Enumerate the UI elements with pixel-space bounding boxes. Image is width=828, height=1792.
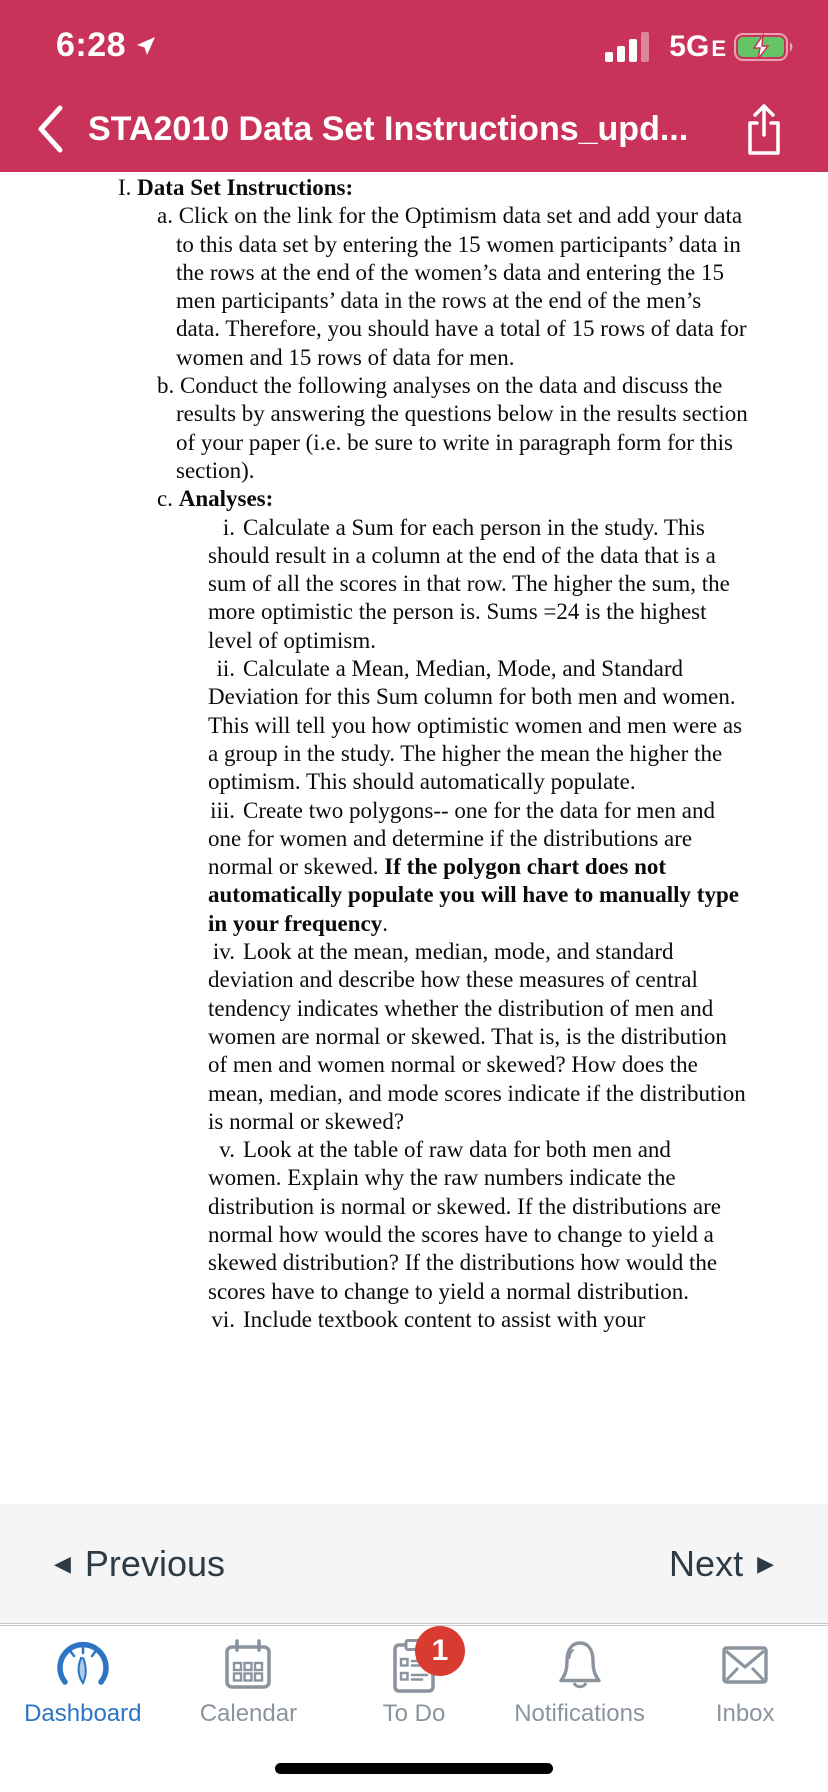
tab-calendar[interactable]: [166, 1636, 332, 1728]
doc-item-b: b. Conduct the following analyses on the data and discuss the results by answering the questions below in the results section of your paper (i.e. be sure to write in paragraph form for this section).: [157, 373, 748, 483]
tab-row: [0, 1626, 828, 1728]
tab-label-todo: To Do: [382, 1700, 446, 1727]
time-text: 6:28: [56, 26, 127, 64]
doc-heading: I. Data Set Instructions:: [118, 175, 354, 200]
tab-label-inbox: Inbox: [715, 1700, 775, 1727]
doc-item-v: v. Look at the table of raw data for both men and women. Explain why the raw numbers indicate the distribution is normal or skewed. If the distributions are normal how would the scores have to change to yield a skewed distribution? If the distributions how would the scores have to change to yield a normal distribution.: [208, 1137, 721, 1304]
chevron-left-icon: [35, 104, 65, 154]
tab-label-dashboard: Dashboard: [24, 1700, 142, 1727]
share-button[interactable]: [734, 96, 794, 162]
previous-label: Previous: [84, 1542, 225, 1584]
doc-item-c: c. Analyses:: [157, 486, 274, 512]
pager-bar: [0, 1504, 828, 1624]
previous-button[interactable]: [54, 1543, 225, 1585]
next-button[interactable]: [669, 1543, 774, 1585]
document-body: [0, 172, 828, 1334]
doc-item-ii: ii. Calculate a Mean, Median, Mode, and Standard Deviation for this Sum column for both men and women. This will tell you how optimistic women and men were as a group in the study. The higher the mean the higher the optimism. This should automatically populate.: [208, 656, 743, 795]
page-title: STA2010 Data Set Instructions_upd...: [88, 110, 689, 148]
location-arrow-icon: [134, 34, 158, 58]
share-icon: [742, 101, 786, 157]
status-right-cluster: [603, 30, 796, 64]
status-time: [56, 26, 158, 65]
signal-bars-icon: [603, 30, 661, 64]
doc-item-vi: vi. Include textbook content to assist with your: [211, 1306, 646, 1332]
previous-triangle-icon: ◀: [54, 1550, 71, 1576]
envelope-icon: [717, 1637, 773, 1693]
tab-inbox[interactable]: [662, 1636, 828, 1728]
doc-item-iii: iii. Create two polygons-- one for the data for men and one for women and determine if the distributions are normal or skewed. If the polygon chart does not automatically populate you will have to manually type in your frequency.: [208, 797, 739, 936]
next-triangle-icon: ▶: [757, 1550, 774, 1576]
bell-icon: [552, 1637, 608, 1693]
tab-todo[interactable]: [331, 1636, 497, 1728]
next-label: Next: [669, 1542, 744, 1584]
back-button[interactable]: [20, 96, 80, 162]
doc-item-iv: iv. Look at the mean, median, mode, and standard deviation and describe how these measures of central tendency indicates whether the distribution of men and women are normal or skewed. That is, is the distribution of men and women normal or skewed? How does the mean, median, and mode scores indicate if the distribution is normal or skewed?: [208, 939, 746, 1134]
app-header: [0, 0, 828, 172]
nav-bar: [0, 88, 828, 172]
tab-notifications[interactable]: [497, 1636, 663, 1728]
doc-heading-title: Data Set Instructions:: [137, 175, 354, 200]
doc-item-a: a. Click on the link for the Optimism data set and add your data to this data set by entering the 15 women participants’ data in the rows at the end of the women’s data and entering the 15 men participants’ data in the rows at the end of the men’s data. Therefore, you should have a total of 15 rows of data for women and 15 rows of data for men.: [157, 203, 747, 370]
home-indicator[interactable]: [275, 1763, 553, 1774]
battery-charging-icon: [734, 32, 796, 62]
document-viewer[interactable]: [0, 172, 828, 1504]
doc-item-i: i. Calculate a Sum for each person in the study. This should result in a column at the end of the data that is a sum of all the scores in that row. The higher the sum, the more optimistic the person is. Sums =24 is the highest level of optimism.: [208, 514, 730, 653]
tab-label-notifications: Notifications: [514, 1700, 645, 1727]
tab-label-calendar: Calendar: [199, 1700, 298, 1727]
calendar-icon: [220, 1637, 276, 1693]
todo-badge: 1: [415, 1626, 465, 1676]
network-label: 5G E: [669, 30, 726, 63]
gauge-icon: [55, 1637, 111, 1693]
status-bar: [0, 0, 828, 88]
tab-dashboard[interactable]: [0, 1636, 166, 1728]
